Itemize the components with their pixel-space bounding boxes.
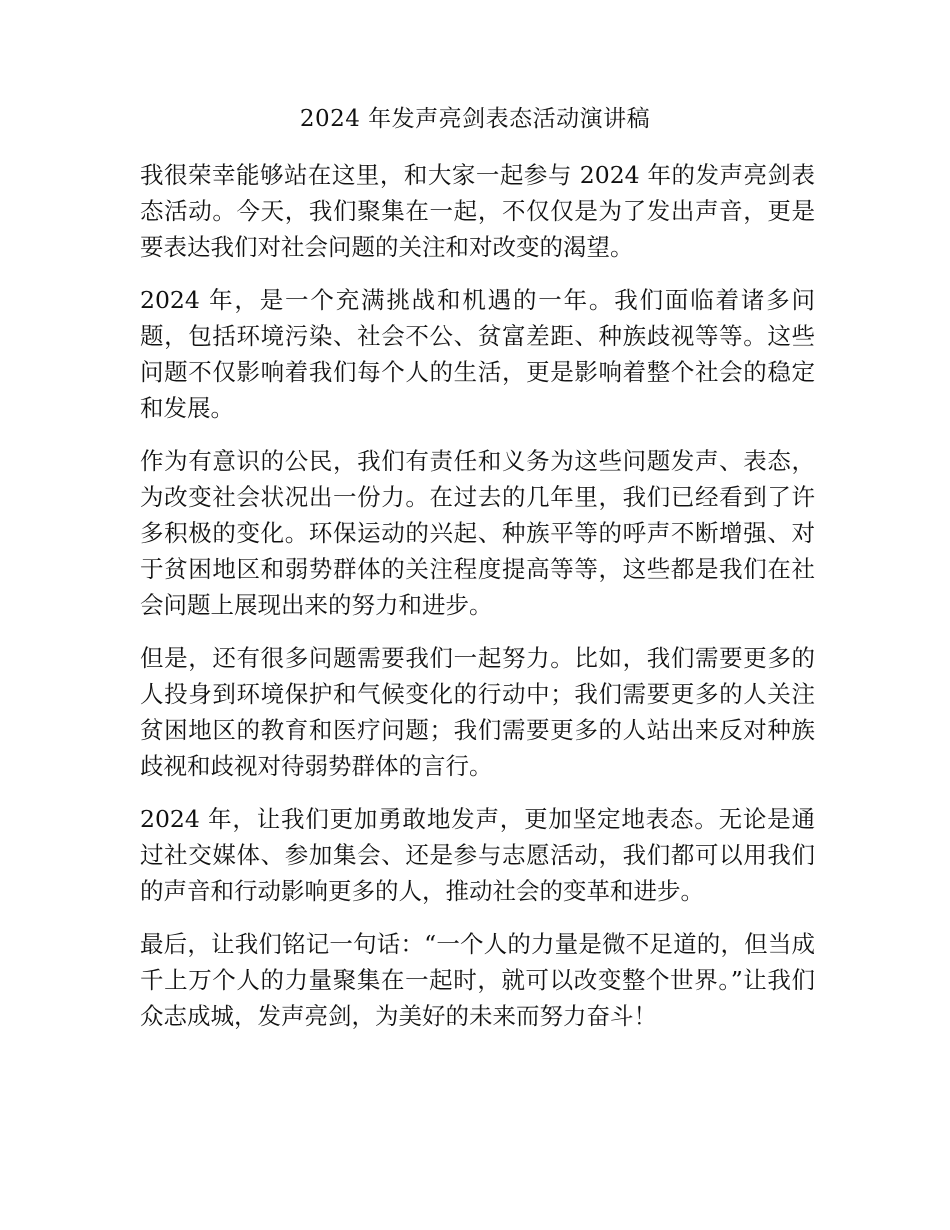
paragraph-3: 作为有意识的公民，我们有责任和义务为这些问题发声、表态，为改变社会状况出一份力。在过去的几年里，我们已经看到了许多积极的变化。环保运动的兴起、种族平等的呼声不断增强、对于贫困地区和弱势群体的关注程度提高等等，这些都是我们在社会问题上展现出来的努力和进步。 <box>140 447 815 619</box>
paragraph-2: 2024 年，是一个充满挑战和机遇的一年。我们面临着诸多问题，包括环境污染、社会不公、贫富差距、种族歧视等等。这些问题不仅影响着我们每个人的生活，更是影响着整个社会的稳定和发展。 <box>140 286 815 422</box>
paragraph-1: 我很荣幸能够站在这里，和大家一起参与 2024 年的发声亮剑表态活动。今天，我们聚集在一起，不仅仅是为了发出声音，更是要表达我们对社会问题的关注和对改变的渴望。 <box>140 161 815 261</box>
paragraph-5: 2024 年，让我们更加勇敢地发声，更加坚定地表态。无论是通过社交媒体、参加集会、还是参与志愿活动，我们都可以用我们的声音和行动影响更多的人，推动社会的变革和进步。 <box>140 805 815 905</box>
document-title: 2024 年发声亮剑表态活动演讲稿 <box>299 106 651 132</box>
paragraph-6: 最后，让我们铭记一句话：“一个人的力量是微不足道的，但当成千上万个人的力量聚集在一起时，就可以改变整个世界。”让我们众志成城，发声亮剑，为美好的未来而努力奋斗！ <box>140 930 815 1030</box>
document-body <box>140 157 815 1051</box>
paragraph-4: 但是，还有很多问题需要我们一起努力。比如，我们需要更多的人投身到环境保护和气候变化的行动中；我们需要更多的人关注贫困地区的教育和医疗问题；我们需要更多的人站出来反对种族歧视和歧视对待弱势群体的言行。 <box>140 644 815 780</box>
